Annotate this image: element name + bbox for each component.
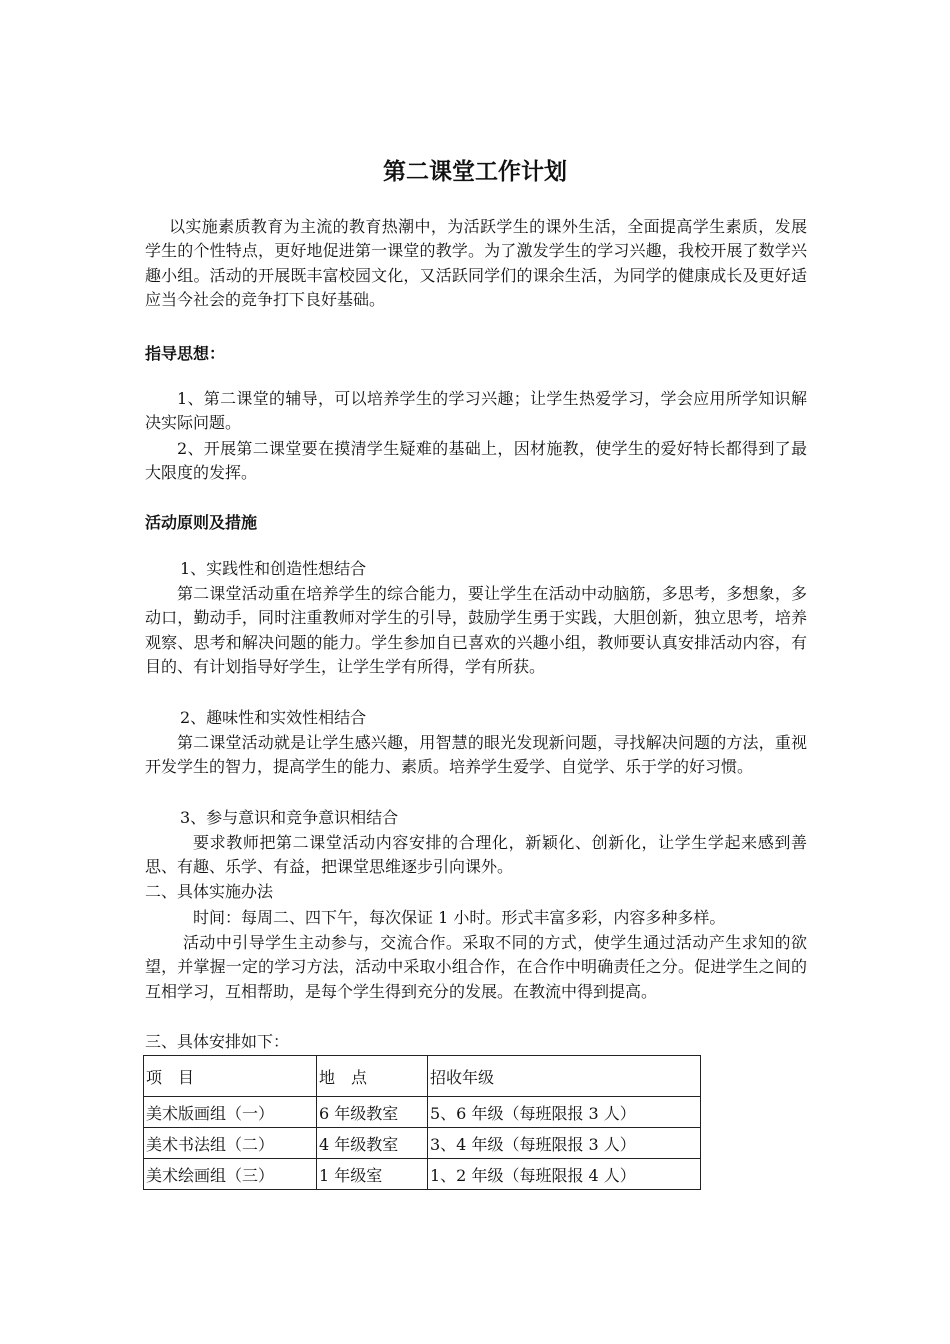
- principle-1-title: 1、实践性和创造性想结合: [180, 559, 367, 578]
- principles-heading: 活动原则及措施: [145, 513, 258, 532]
- page-title: 第二课堂工作计划: [383, 159, 567, 185]
- principle-3-title: 3、参与意识和竞争意识相结合: [180, 808, 399, 827]
- implementation-method: 活动中引导学生主动参与，交流合作。采取不同的方式，使学生通过活动产生求知的欲望，并掌握一定的学习方法，活动中采取小组合作，在合作中明确责任之分。促进学生之间的互相学习，互相帮助，是每个学生得到充分的发展。在教流中得到提高。: [145, 933, 807, 1001]
- principle-2-text: 第二课堂活动就是让学生感兴趣，用智慧的眼光发现新问题，寻找解决问题的方法，重视开发学生的智力，提高学生的能力、素质。培养学生爱学、自觉学、乐于学的好习惯。: [145, 733, 807, 777]
- principle-3-text: 要求教师把第二课堂活动内容安排的合理化，新颖化、创新化，让学生学起来感到善思、有趣、乐学、有益，把课堂思维逐步引向课外。: [145, 833, 807, 877]
- table-cell: 美术版画组（一）: [144, 1097, 317, 1128]
- table-cell: 4 年级教室: [317, 1128, 428, 1159]
- table-cell: 6 年级教室: [317, 1097, 428, 1128]
- guide-heading: 指导思想：: [145, 344, 226, 363]
- table-cell: 3、4 年级（每班限报 3 人）: [428, 1128, 701, 1159]
- table-cell: 1 年级室: [317, 1159, 428, 1190]
- table-header-cell: 项 目: [144, 1056, 317, 1097]
- table-cell: 美术书法组（二）: [144, 1128, 317, 1159]
- table-row: [144, 1097, 701, 1128]
- table-header-cell: 地 点: [317, 1056, 428, 1097]
- implementation-heading: 二、具体实施办法: [145, 882, 274, 901]
- table-header-cell: 招收年级: [428, 1056, 701, 1097]
- intro-paragraph: 以实施素质教育为主流的教育热潮中，为活跃学生的课外生活，全面提高学生素质，发展学生的个性特点，更好地促进第一课堂的教学。为了激发学生的学习兴趣，我校开展了数学兴趣小组。活动的开展既丰富校园文化，又活跃同学们的课余生活，为同学的健康成长及更好适应当今社会的竞争打下良好基础。: [145, 217, 807, 310]
- table-row: [144, 1128, 701, 1159]
- table-row: [144, 1159, 701, 1190]
- table-cell: 5、6 年级（每班限报 3 人）: [428, 1097, 701, 1128]
- schedule-heading: 三、具体安排如下：: [145, 1032, 290, 1051]
- implementation-time: 时间：每周二、四下午，每次保证 1 小时。形式丰富多彩，内容多种多样。: [193, 908, 726, 927]
- principle-1-text: 第二课堂活动重在培养学生的综合能力，要让学生在活动中动脑筋，多思考，多想象，多动口，勤动手，同时注重教师对学生的引导，鼓励学生勇于实践，大胆创新，独立思考，培养观察、思考和解决问题的能力。学生参加自已喜欢的兴趣小组，教师要认真安排活动内容，有目的、有计划指导好学生，让学生学有所得，学有所获。: [145, 584, 807, 677]
- schedule-table: [143, 1055, 701, 1190]
- guide-item-1: 1、第二课堂的辅导，可以培养学生的学习兴趣；让学生热爱学习，学会应用所学知识解决实际问题。: [145, 389, 807, 433]
- guide-item-2: 2、开展第二课堂要在摸清学生疑难的基础上，因材施教，使学生的爱好特长都得到了最大限度的发挥。: [145, 439, 807, 483]
- table-header-row: [144, 1056, 701, 1097]
- table-cell: 美术绘画组（三）: [144, 1159, 317, 1190]
- table-cell: 1、2 年级（每班限报 4 人）: [428, 1159, 701, 1190]
- principle-2-title: 2、趣味性和实效性相结合: [180, 708, 367, 727]
